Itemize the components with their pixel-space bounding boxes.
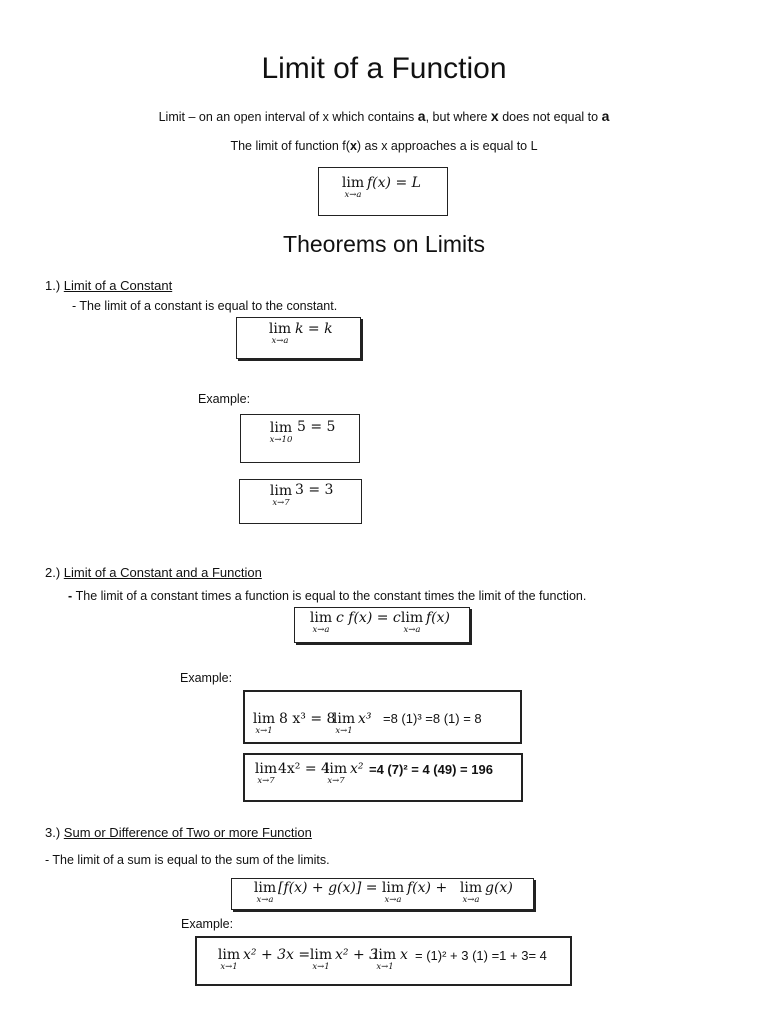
formula-expression: 3 = 3 <box>295 482 334 498</box>
lim-operator: lim x→1 <box>373 947 397 972</box>
formula-expression: g(x) <box>485 880 513 896</box>
page-title: Limit of a Function <box>261 52 507 85</box>
constant-rule-formula-box <box>236 317 361 359</box>
section-2-example-label: Example: <box>180 671 233 685</box>
formula-expression: k = k <box>295 321 333 337</box>
formula-expression: 8 x³ = 8 <box>279 711 336 727</box>
theorems-subtitle: Theorems on Limits <box>283 231 485 257</box>
formula-expression: c f(x) = c <box>336 610 401 626</box>
formula-expression: 4x² = 4 <box>278 761 330 777</box>
formula-expression: x² + 3 <box>335 947 379 963</box>
section-1-heading: 1.) Limit of a Constant <box>45 278 173 293</box>
sum-rule-formula-box <box>231 878 534 910</box>
constant-function-formula-box <box>294 607 470 643</box>
lim-operator: lim x→1 <box>332 711 356 736</box>
section-3-description: - The limit of a sum is equal to the sum of the limits. <box>45 853 330 867</box>
example-box <box>195 936 572 986</box>
example-result: =4 (7)² = 4 (49) = 196 <box>369 762 493 777</box>
formula-expression: f(x) <box>426 610 451 626</box>
lim-operator: lim x→10 <box>269 420 293 445</box>
formula-expression: x³ <box>358 711 372 727</box>
lim-operator: lim x→1 <box>252 711 276 736</box>
formula-expression: x <box>400 947 408 963</box>
formula-expression: f(x) = L <box>367 175 421 191</box>
lim-operator: lim x→a <box>400 610 424 635</box>
lim-operator: lim x→a <box>381 880 405 905</box>
section-2-description: - The limit of a constant times a function is equal to the constant times the limit of the function. <box>68 589 587 603</box>
formula-expression: [f(x) + g(x)] = <box>278 880 378 896</box>
lim-operator: lim x→a <box>268 321 292 346</box>
lim-operator: lim x→1 <box>217 947 241 972</box>
lim-operator: lim x→7 <box>254 761 278 786</box>
lim-operator: lim x→7 <box>324 761 348 786</box>
lim-operator: lim x→a <box>309 610 333 635</box>
section-2-heading: 2.) Limit of a Constant and a Function <box>45 565 262 580</box>
example-result: = (1)² + 3 (1) =1 + 3= 4 <box>415 948 547 963</box>
formula-expression: f(x) + <box>407 880 448 896</box>
example-box <box>243 753 523 802</box>
lim-operator: lim x→7 <box>269 483 293 508</box>
section-1-description: - The limit of a constant is equal to the constant. <box>72 299 338 313</box>
section-3-heading: 3.) Sum or Difference of Two or more Function <box>45 825 312 840</box>
example-box <box>243 690 522 744</box>
example-box <box>240 414 360 463</box>
lim-operator: lim x→1 <box>309 947 333 972</box>
lim-operator: lim x→a <box>253 880 277 905</box>
section-3-example-label: Example: <box>181 917 234 931</box>
example-result: =8 (1)³ =8 (1) = 8 <box>383 711 482 726</box>
example-box <box>239 479 362 524</box>
section-1-example-label: Example: <box>198 392 251 406</box>
formula-expression: x² <box>350 761 364 777</box>
limit-definition: Limit – on an open interval of x which contains a, but where x does not equal to a <box>158 108 610 124</box>
limit-sentence: The limit of function f(x) as x approaches a is equal to L <box>230 139 538 153</box>
formula-expression: 5 = 5 <box>297 419 336 435</box>
formula-expression: x² + 3x = <box>243 947 311 963</box>
lim-operator: lim x→a <box>341 175 365 200</box>
main-limit-formula-box <box>318 167 448 216</box>
lim-operator: lim x→a <box>459 880 483 905</box>
